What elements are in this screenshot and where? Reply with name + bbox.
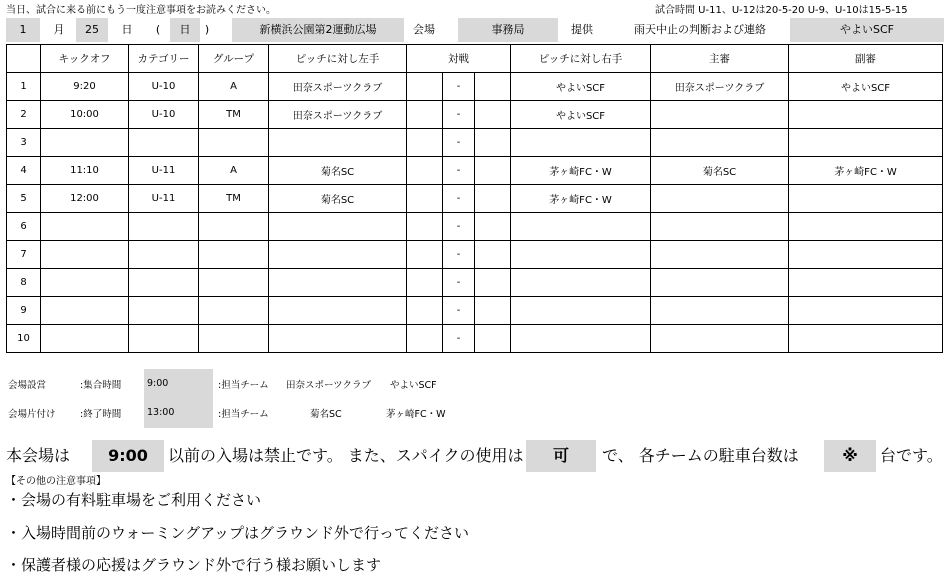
cell-category: U-11 [129,157,199,185]
header-month-label: 月 [53,23,65,36]
setup-time-label: :集合時間 [80,380,122,391]
cell-kickoff-time: 10:00 [41,101,129,129]
cleanup-row [6,398,606,428]
header-referee: 主審 [651,45,789,73]
cell-assistant-referee [789,297,943,325]
match-time-note: 試合時間 U-11、U-12は20-5-20 U-9、U-10は15-5-15 [655,5,908,16]
cell-row-number: 2 [7,101,41,129]
cell-referee [651,241,789,269]
table-row [7,185,943,213]
cell-assistant-referee [789,185,943,213]
cell-left-score [407,297,443,325]
cleanup-team-1: 菊名SC [310,409,342,420]
cell-category [129,325,199,353]
cell-right-score [475,269,511,297]
cell-referee [651,101,789,129]
notes-title: 【その他の注意事項】 [6,476,106,487]
cell-row-number: 3 [7,129,41,157]
cell-row-number: 5 [7,185,41,213]
cell-row-number: 7 [7,241,41,269]
top-notice: 当日、試合に来る前にもう一度注意事項をお読みください。 [6,5,276,16]
cell-right-team [511,325,651,353]
cell-group [199,269,269,297]
header-match: 対戦 [407,45,511,73]
note-item-1: ・会場の有料駐車場をご利用ください [6,491,262,509]
setup-team-label: :担当チーム [218,380,269,391]
cell-referee [651,185,789,213]
table-row [7,101,943,129]
cell-row-number: 8 [7,269,41,297]
cleanup-team-2: 茅ヶ崎FC・W [386,409,446,420]
cell-assistant-referee [789,269,943,297]
cell-right-score [475,241,511,269]
cell-assistant-referee [789,129,943,157]
note-item-3: ・保護者様の応援はグラウンド外で行う様お願いします [6,556,382,574]
table-row [7,157,943,185]
cell-kickoff-time: 9:20 [41,73,129,101]
header-open-paren: ( [155,23,161,36]
cell-assistant-referee [789,213,943,241]
table-row [7,129,943,157]
cell-row-number: 6 [7,213,41,241]
cell-left-score [407,73,443,101]
spike-usage: 可 [526,440,596,472]
cell-right-score [475,213,511,241]
cell-right-team [511,241,651,269]
cell-group [199,129,269,157]
header-right-team: ピッチに対し右手 [511,45,651,73]
cell-versus: - [443,241,475,269]
cell-left-score [407,185,443,213]
cell-right-score [475,101,511,129]
cell-left-team: 田奈スポーツクラブ [269,73,407,101]
table-row [7,241,943,269]
cell-kickoff-time [41,325,129,353]
header-contact-team: やよいSCF [790,18,944,42]
header-assistant: 副審 [789,45,943,73]
table-header-row [7,45,943,73]
cleanup-label: 会場片付け [8,409,56,420]
cell-versus: - [443,325,475,353]
header-row [6,18,944,42]
cell-kickoff-time [41,213,129,241]
cell-referee [651,213,789,241]
cell-category [129,297,199,325]
cell-row-number: 10 [7,325,41,353]
cell-kickoff-time [41,269,129,297]
rule-mid-2: で、 各チームの駐車台数は [602,446,799,465]
cell-left-score [407,101,443,129]
cell-versus: - [443,269,475,297]
cell-referee [651,129,789,157]
cell-right-score [475,185,511,213]
entry-time: 9:00 [92,440,164,472]
header-venue: 新横浜公園第2運動広場 [232,18,404,42]
table-row [7,73,943,101]
header-group: グループ [199,45,269,73]
cell-versus: - [443,157,475,185]
setup-row [6,369,606,399]
setup-time: 9:00 [144,369,213,399]
setup-team-2: やよいSCF [390,380,437,391]
cell-referee [651,297,789,325]
cell-right-score [475,129,511,157]
cell-right-team [511,213,651,241]
header-number: 1 [6,18,40,42]
table-row [7,213,943,241]
header-rain-label: 雨天中止の判断および連絡 [634,23,766,36]
header-left-team: ピッチに対し左手 [269,45,407,73]
header-category: カテゴリー [129,45,199,73]
cell-left-score [407,269,443,297]
cell-left-team [269,129,407,157]
cell-kickoff-time [41,297,129,325]
table-row [7,325,943,353]
cell-left-team [269,213,407,241]
cell-assistant-referee [789,101,943,129]
cell-right-team: やよいSCF [511,101,651,129]
rule-mid-1: 以前の入場は禁止です。 また、スパイクの使用は [168,446,524,465]
cell-group: A [199,157,269,185]
cleanup-time: 13:00 [144,398,213,428]
cell-versus: - [443,129,475,157]
cell-category [129,241,199,269]
header-weekday: 日 [170,18,200,42]
header-provide-label: 提供 [571,23,593,36]
header-day-label: 日 [121,23,133,36]
cell-category: U-11 [129,185,199,213]
cell-group [199,325,269,353]
cell-left-team [269,269,407,297]
rule-prefix: 本会場は [6,446,71,465]
cleanup-time-label: :終了時間 [80,409,122,420]
cell-referee: 菊名SC [651,157,789,185]
cell-referee [651,269,789,297]
cell-versus: - [443,101,475,129]
table-row [7,269,943,297]
cell-right-score [475,297,511,325]
cell-left-score [407,325,443,353]
cell-category [129,213,199,241]
cell-left-team [269,241,407,269]
cell-versus: - [443,213,475,241]
cell-kickoff-time: 11:10 [41,157,129,185]
cell-group: A [199,73,269,101]
cell-right-team [511,129,651,157]
cell-group [199,297,269,325]
cell-right-score [475,73,511,101]
cell-row-number: 4 [7,157,41,185]
cell-kickoff-time [41,241,129,269]
cell-versus: - [443,185,475,213]
header-office: 事務局 [458,18,558,42]
cell-assistant-referee: やよいSCF [789,73,943,101]
cell-kickoff-time: 12:00 [41,185,129,213]
cell-assistant-referee: 茅ヶ崎FC・W [789,157,943,185]
cell-left-score [407,213,443,241]
cell-left-score [407,157,443,185]
cell-category [129,269,199,297]
setup-team-1: 田奈スポーツクラブ [286,380,372,391]
header-kickoff: キックオフ [41,45,129,73]
cell-category: U-10 [129,73,199,101]
parking-count: ※ [824,440,876,472]
cell-right-score [475,325,511,353]
note-item-2: ・入場時間前のウォーミングアップはグラウンド外で行ってください [6,524,470,542]
cell-category [129,129,199,157]
cell-right-team: 茅ヶ崎FC・W [511,185,651,213]
rule-suffix: 台です。 [880,446,943,465]
cell-referee: 田奈スポーツクラブ [651,73,789,101]
cell-right-team [511,269,651,297]
cell-left-team [269,297,407,325]
cell-group: TM [199,185,269,213]
cell-referee [651,325,789,353]
cell-kickoff-time [41,129,129,157]
header-day: 25 [76,18,108,42]
cell-left-team: 菊名SC [269,157,407,185]
cell-row-number: 1 [7,73,41,101]
cell-row-number: 9 [7,297,41,325]
cell-group [199,213,269,241]
header-close-paren: ) [204,23,210,36]
schedule-table [6,44,943,353]
cell-assistant-referee [789,325,943,353]
rules-line [6,440,946,472]
cell-left-team [269,325,407,353]
cell-right-score [475,157,511,185]
cell-category: U-10 [129,101,199,129]
cell-left-score [407,129,443,157]
cell-assistant-referee [789,241,943,269]
header-venue-label: 会場 [413,23,435,36]
cell-right-team [511,297,651,325]
header-no [7,45,41,73]
cell-versus: - [443,297,475,325]
cell-left-score [407,241,443,269]
cell-versus: - [443,73,475,101]
cell-group: TM [199,101,269,129]
cell-left-team: 田奈スポーツクラブ [269,101,407,129]
cell-left-team: 菊名SC [269,185,407,213]
setup-label: 会場設営 [8,380,47,391]
cell-group [199,241,269,269]
cell-right-team: やよいSCF [511,73,651,101]
cell-right-team: 茅ヶ崎FC・W [511,157,651,185]
table-row [7,297,943,325]
cleanup-team-label: :担当チーム [218,409,269,420]
